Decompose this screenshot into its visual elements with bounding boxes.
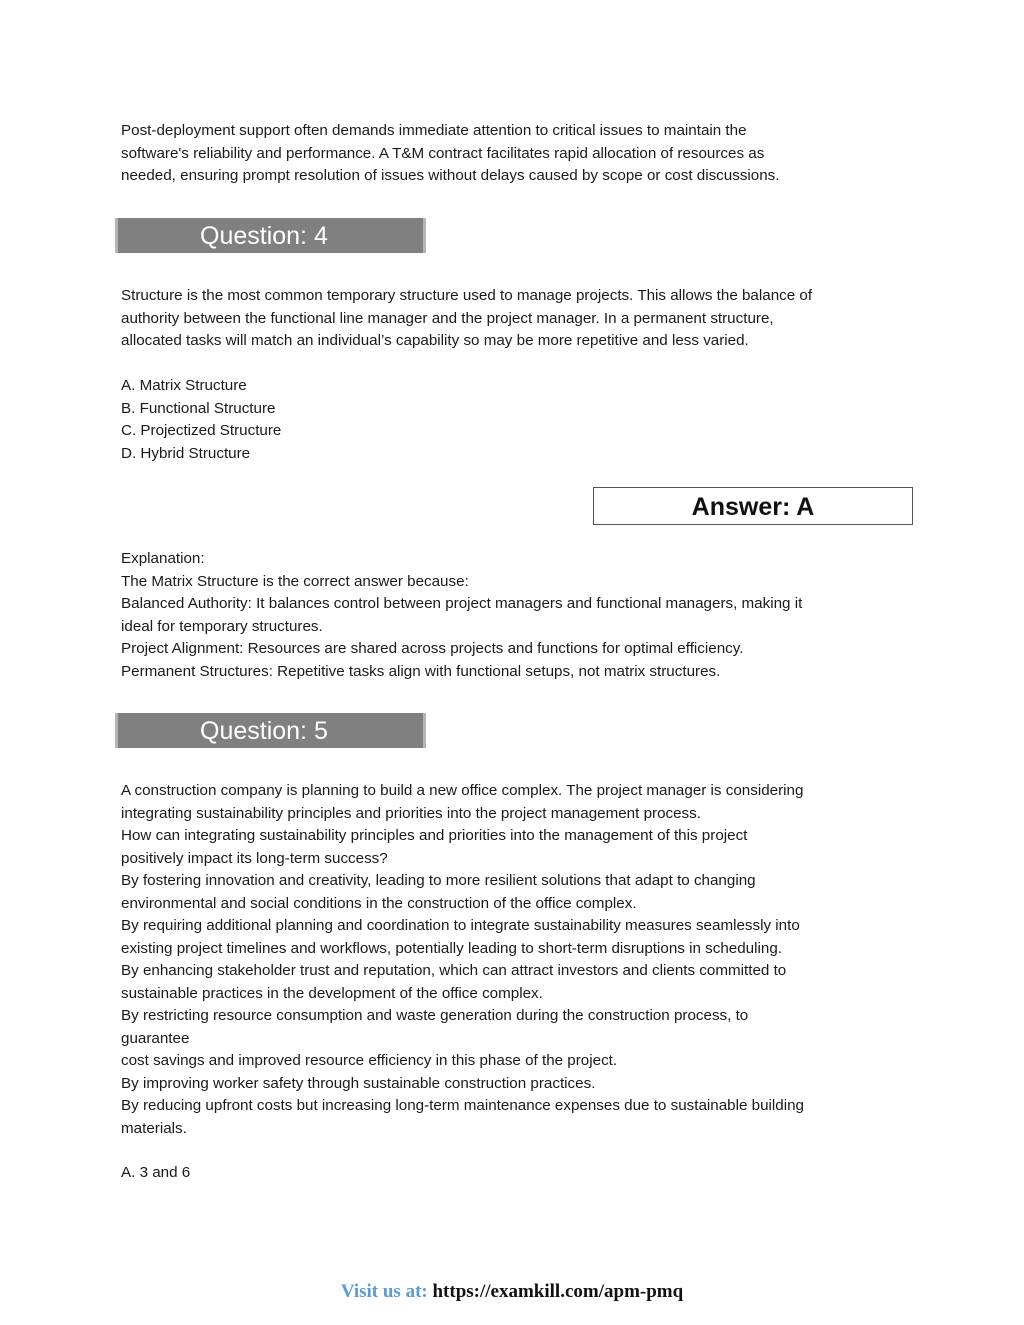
answer-label: Answer: A	[691, 493, 815, 521]
intro-line: Post-deployment support often demands immediate attention to critical issues to maintain the	[121, 122, 747, 139]
question-text-line: authority between the functional line manager and the project manager. In a permanent structure,	[121, 309, 774, 327]
question-4-header	[115, 218, 426, 253]
question-text-line: By enhancing stakeholder trust and reputation, which can attract investors and clients committed to	[121, 962, 787, 979]
footer-label: Visit us at:	[340, 1281, 428, 1302]
question-text-line: By fostering innovation and creativity, leading to more resilient solutions that adapt to changing	[121, 872, 756, 889]
option-a: A. 3 and 6	[121, 1164, 191, 1181]
explanation-line: The Matrix Structure is the correct answer because:	[121, 572, 469, 590]
question-text-line: integrating sustainability principles and priorities into the project management process.	[121, 804, 701, 822]
answer-box	[593, 487, 913, 525]
question-text-line: By reducing upfront costs but increasing long-term maintenance expenses due to sustainable building	[121, 1097, 805, 1114]
question-text-line: allocated tasks will match an individual’s capability so may be more repetitive and less varied.	[121, 332, 749, 349]
question-text-line: cost savings and improved resource efficiency in this phase of the project.	[121, 1052, 618, 1069]
option-a: A. Matrix Structure	[121, 377, 247, 394]
intro-paragraph	[121, 120, 911, 188]
intro-line: needed, ensuring prompt resolution of issues without delays caused by scope or cost discussions.	[121, 167, 780, 184]
question-text-line: sustainable practices in the development of the office complex.	[121, 984, 543, 1002]
question-text-line: environmental and social conditions in the construction of the office complex.	[121, 894, 637, 912]
question-5-text	[121, 780, 911, 1140]
question-text-line: guarantee	[121, 1029, 190, 1047]
footer	[0, 1281, 1024, 1303]
explanation-line: Permanent Structures: Repetitive tasks align with functional setups, not matrix structures.	[121, 662, 721, 680]
question-4-text	[121, 285, 911, 353]
intro-line: software's reliability and performance. A T&M contract facilitates rapid allocation of resources as	[121, 144, 765, 162]
question-4-title: Question: 4	[200, 222, 328, 250]
option-b: B. Functional Structure	[121, 399, 276, 417]
question-text-line: existing project timelines and workflows, potentially leading to short-term disruptions in scheduling.	[121, 939, 782, 957]
question-text-line: By improving worker safety through sustainable construction practices.	[121, 1074, 596, 1092]
question-text-line: By restricting resource consumption and waste generation during the construction process, to	[121, 1007, 749, 1024]
explanation-line: Balanced Authority: It balances control between project managers and functional managers, making it	[121, 595, 803, 612]
explanation-line: Project Alignment: Resources are shared across projects and functions for optimal efficiency.	[121, 640, 744, 657]
question-text-line: How can integrating sustainability principles and priorities into the management of this project	[121, 827, 748, 844]
question-4-options	[121, 375, 911, 465]
footer-link[interactable]: https://examkill.com/apm-pmq	[432, 1281, 684, 1302]
question-5-header	[115, 713, 426, 748]
explanation-line: Explanation:	[121, 550, 205, 567]
question-5-options	[121, 1162, 911, 1185]
question-text-line: A construction company is planning to build a new office complex. The project manager is considering	[121, 782, 804, 799]
explanation	[121, 548, 911, 683]
question-text-line: positively impact its long-term success?	[121, 849, 388, 867]
option-d: D. Hybrid Structure	[121, 444, 251, 462]
question-text-line: Structure is the most common temporary structure used to manage projects. This allows the balance of	[121, 287, 813, 304]
explanation-line: ideal for temporary structures.	[121, 617, 323, 635]
question-text-line: By requiring additional planning and coordination to integrate sustainability measures seamlessly into	[121, 917, 800, 934]
option-c: C. Projectized Structure	[121, 422, 282, 439]
question-text-line: materials.	[121, 1119, 187, 1137]
question-5-title: Question: 5	[200, 717, 328, 745]
